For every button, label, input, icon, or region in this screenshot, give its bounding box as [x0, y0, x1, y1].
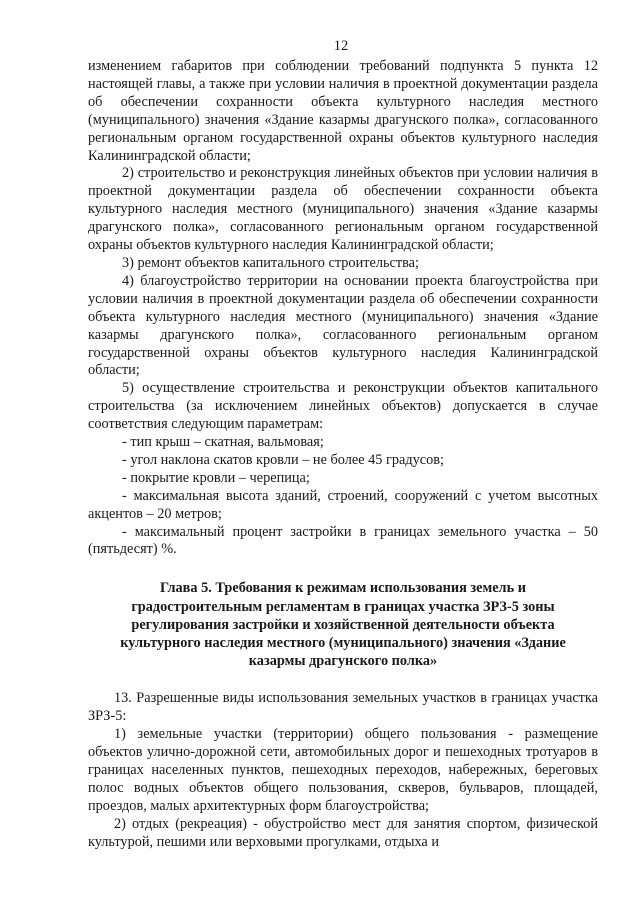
section-gap	[88, 559, 598, 579]
param-roof-covering: - покрытие кровли – черепица;	[122, 469, 310, 486]
paragraph-continued: изменением габаритов при соблюдении требований подпункта 5 пункта 12 настоящей главы, а также при условии наличия в проектной документации раздела об обеспечении сохранности объекта культурного наследия местного (муниципального) значения «Здание казармы драгунского полка», согласованного региональным органом государственной охраны объектов культурного наследия Калининградской области;	[88, 58, 598, 164]
paragraph-13-item-2: 2) отдых (рекреация) - обустройство мест для занятия спортом, физической культурой, пешими или верховыми прогулками, отдыха и	[88, 815, 598, 850]
param-max-height: - максимальная высота зданий, строений, сооружений с учетом высотных акцентов – 20 метров;	[88, 487, 598, 522]
page-number: 12	[333, 38, 349, 54]
chapter-heading: Глава 5. Требования к режимам использования земель и градостроительным регламентам в границах участка ЗРЗ-5 зоны регулирования застройки и хозяйственной деятельности объекта культурного наследия местного (муниципального) значения «Здание казармы драгунского полка»	[120, 580, 566, 670]
param-roof-type: - тип крыш – скатная, вальмовая;	[122, 434, 324, 451]
paragraph-13: 13. Разрешенные виды использования земельных участков в границах участка ЗРЗ-5:	[88, 690, 598, 725]
paragraph-item-4: 4) благоустройство территории на основании проекта благоустройства при условии наличия в проектной документации раздела об обеспечении сохранности объекта культурного наследия местного (муниципального) значения «Здание казармы драгунского полка», согласованного региональным органом государственной охраны объектов культурного наследия Калининградской области;	[88, 272, 598, 379]
paragraph-item-3: 3) ремонт объектов капитального строительства;	[122, 254, 419, 271]
param-roof-angle: - угол наклона скатов кровли – не более 45 градусов;	[122, 451, 445, 468]
paragraph-item-5: 5) осуществление строительства и реконструкции объектов капитального строительства (за исключением линейных объектов) допускается в случае соответствия следующим параметрам:	[88, 380, 598, 433]
param-max-coverage: - максимальный процент застройки в границах земельного участка – 50 (пятьдесят) %.	[88, 523, 598, 558]
paragraph-13-item-1: 1) земельные участки (территории) общего пользования - размещение объектов улично-дорожной сети, автомобильных дорог и пешеходных тротуаров в границах населенных пунктов, пешеходных переходов, набережных, береговых полос водных объектов общего пользования, скверов, бульваров, площадей, проездов, малых архитектурных форм благоустройства;	[88, 726, 598, 814]
section-gap-2	[88, 670, 598, 690]
paragraph-item-2: 2) строительство и реконструкция линейных объектов при условии наличия в проектной документации раздела об обеспечении сохранности объекта культурного наследия местного (муниципального) значения «Здание казармы драгунского полка», согласованного региональным органом государственной охраны объектов культурного наследия Калининградской области;	[88, 165, 598, 254]
